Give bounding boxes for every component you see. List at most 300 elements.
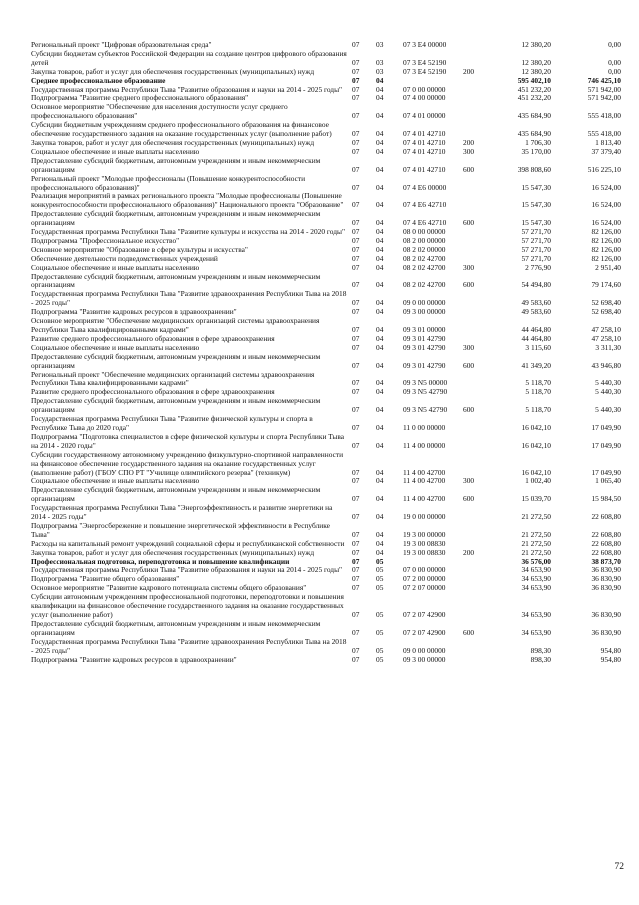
table-row: [31, 415, 621, 433]
amount-year-1: 34 653,90: [521, 574, 551, 584]
section-code: 07: [352, 405, 360, 415]
target-item-code: 07 4 01 00000: [403, 111, 446, 121]
target-item-code: 19 0 00 00000: [403, 512, 446, 522]
amount-year-2: 516 225,10: [587, 164, 621, 174]
subsection-code: 05: [376, 645, 384, 655]
table-row: [31, 192, 621, 210]
amount-year-1: 34 653,90: [521, 610, 551, 619]
expense-type-code: [463, 451, 489, 478]
target-item-code: 09 3 01 42790: [403, 342, 446, 352]
row-description: Подпрограмма "Энергосбережение и повышение энергетической эффективности в Республике Тыва": [31, 520, 330, 539]
subsection-code: 04: [376, 262, 384, 272]
amount-year-2: 17 049,90: [591, 422, 621, 432]
amount-year-1: 15 039,70: [521, 494, 551, 504]
section-code: 07: [352, 244, 360, 254]
amount-year-1: 12 380,20: [521, 40, 551, 49]
amount-year-1: 49 583,60: [521, 307, 551, 317]
subsection-code: 04: [376, 325, 384, 334]
amount-year-1: 1 002,40: [525, 476, 551, 486]
subsection-code: 03: [376, 66, 384, 76]
amount-year-1: 451 232,20: [517, 93, 551, 103]
expense-type-code: [463, 121, 489, 139]
target-item-code: 11 4 00 42700: [403, 494, 446, 504]
row-description: Социальное обеспечение и иные выплаты населению: [31, 262, 200, 272]
section-code: 07: [352, 440, 360, 450]
amount-year-2: 3 311,30: [595, 342, 621, 352]
amount-year-1: 898,30: [530, 654, 551, 664]
expense-type-code: 600: [463, 360, 475, 370]
section-code: 07: [352, 645, 360, 655]
table-row: [31, 103, 621, 121]
budget-table: [31, 41, 621, 664]
target-item-code: 09 3 N5 42790: [403, 405, 448, 415]
amount-year-2: 36 830,90: [591, 574, 621, 584]
amount-year-2: 571 942,00: [587, 84, 621, 94]
section-code: 07: [352, 164, 360, 174]
target-item-code: 08 0 00 00000: [403, 227, 446, 237]
amount-year-1: 3 115,60: [525, 342, 551, 352]
row-description: Развитие среднего профессионального образования в сфере здравоохранения: [31, 333, 275, 343]
table-row: [31, 638, 621, 656]
expense-type-code: 200: [463, 547, 475, 557]
amount-year-2: 36 830,90: [591, 583, 621, 593]
budget-document: [31, 41, 621, 664]
expense-type-code: [463, 103, 489, 121]
target-item-code: 09 3 00 00000: [403, 307, 446, 317]
subsection-code: 05: [376, 627, 384, 637]
row-description: Предоставление субсидий бюджетным, автономным учреждениям и иным некоммерческим организациям: [31, 618, 321, 637]
row-description: Среднее профессиональное образование: [31, 75, 166, 85]
amount-year-2: 37 379,40: [591, 146, 621, 156]
amount-year-1: 57 271,70: [521, 253, 551, 263]
subsection-code: 04: [376, 422, 384, 432]
expense-type-code: [463, 317, 489, 335]
expense-type-code: 600: [463, 627, 475, 637]
table-row: [31, 397, 621, 415]
row-description: Государственная программа Республики Тыва "Развитие образования и науки на 2014 - 2025 годы": [31, 565, 343, 575]
expense-type-code: 300: [463, 342, 475, 352]
section-code: 07: [352, 93, 360, 103]
target-item-code: 09 3 01 00000: [403, 325, 446, 334]
subsection-code: 04: [376, 75, 384, 85]
row-description: Закупка товаров, работ и услуг для обеспечения государственных (муниципальных) нужд: [31, 137, 315, 147]
section-code: 07: [352, 378, 360, 388]
amount-year-2: 555 418,00: [587, 111, 621, 121]
expense-type-code: 600: [463, 280, 475, 290]
section-code: 07: [352, 280, 360, 290]
amount-year-1: 451 232,20: [517, 84, 551, 94]
row-description: Государственная программа Республики Тыва "Развитие здравоохранения Республики Тыва на 2018 - 2025 годы": [31, 636, 347, 655]
expense-type-code: 200: [463, 137, 475, 147]
subsection-code: 04: [376, 333, 384, 343]
table-row: [31, 121, 621, 139]
row-description: Государственная программа Республики Тыва "Развитие культуры и искусства на 2014 - 2020 годы": [31, 227, 345, 237]
section-code: 07: [352, 111, 360, 121]
amount-year-2: 22 608,80: [591, 547, 621, 557]
row-description: Государственная программа Республики Тыва "Развитие здравоохранения Республики Тыва на 2018 - 2025 годы": [31, 289, 347, 308]
amount-year-2: 555 418,00: [587, 129, 621, 139]
amount-year-1: 21 272,50: [521, 538, 551, 548]
row-description: Предоставление субсидий бюджетным, автономным учреждениям и иным некоммерческим организациям: [31, 209, 321, 228]
expense-type-code: [463, 584, 489, 593]
section-code: 07: [352, 556, 360, 566]
target-item-code: 09 0 00 00000: [403, 645, 446, 655]
amount-year-1: 21 272,50: [521, 529, 551, 539]
amount-year-1: 57 271,70: [521, 227, 551, 237]
subsection-code: 04: [376, 405, 384, 415]
amount-year-2: 82 126,00: [591, 253, 621, 263]
expense-type-code: [463, 50, 489, 68]
table-row: [31, 486, 621, 504]
amount-year-1: 57 271,70: [521, 244, 551, 254]
expense-type-code: [463, 388, 489, 397]
amount-year-1: 398 808,60: [517, 164, 551, 174]
table-row: [31, 620, 621, 638]
target-item-code: 08 2 02 42700: [403, 253, 446, 263]
amount-year-1: 34 653,90: [521, 565, 551, 575]
amount-year-1: 36 576,00: [521, 556, 551, 566]
subsection-code: 04: [376, 342, 384, 352]
amount-year-2: 52 698,40: [591, 307, 621, 317]
expense-type-code: [463, 522, 489, 540]
row-description: Социальное обеспечение и иные выплаты населению: [31, 476, 200, 486]
target-item-code: 07 4 01 42710: [403, 129, 446, 139]
amount-year-2: 746 425,10: [587, 75, 621, 85]
amount-year-2: 36 830,90: [591, 627, 621, 637]
amount-year-1: 5 118,70: [525, 387, 551, 397]
subsection-code: 04: [376, 111, 384, 121]
target-item-code: 07 2 07 42900: [403, 610, 446, 619]
subsection-code: 04: [376, 387, 384, 397]
amount-year-1: 44 464,80: [521, 325, 551, 334]
amount-year-2: 47 258,10: [591, 333, 621, 343]
amount-year-2: 0,00: [608, 40, 621, 49]
section-code: 07: [352, 538, 360, 548]
target-item-code: 07 3 E4 52190: [403, 57, 447, 67]
expense-type-code: [463, 228, 489, 237]
row-description: Профессиональная подготовка, переподготовка и повышение квалификации: [31, 556, 290, 566]
subsection-code: 04: [376, 200, 384, 210]
amount-year-2: 79 174,60: [591, 280, 621, 290]
target-item-code: 07 4 01 42710: [403, 137, 446, 147]
target-item-code: 07 3 E4 00000: [403, 40, 447, 49]
section-code: 07: [352, 66, 360, 76]
section-code: 07: [352, 129, 360, 139]
target-item-code: 09 3 N5 42790: [403, 387, 448, 397]
table-row: [31, 50, 621, 68]
amount-year-2: 0,00: [608, 66, 621, 76]
section-code: 07: [352, 476, 360, 486]
row-description: Основное мероприятие "Образование в сфере культуры и искусства": [31, 244, 248, 254]
subsection-code: 04: [376, 467, 384, 477]
section-code: 07: [352, 57, 360, 67]
subsection-code: 05: [376, 654, 384, 664]
expense-type-code: [463, 192, 489, 210]
amount-year-2: 43 946,80: [591, 360, 621, 370]
section-code: 07: [352, 547, 360, 557]
table-row: [31, 353, 621, 371]
table-row: [31, 273, 621, 291]
section-code: 07: [352, 137, 360, 147]
amount-year-1: 34 653,90: [521, 583, 551, 593]
amount-year-1: 16 042,10: [521, 422, 551, 432]
table-row: [31, 371, 621, 389]
amount-year-2: 38 873,70: [591, 556, 621, 566]
amount-year-2: 22 608,80: [591, 512, 621, 522]
table-row: [31, 451, 621, 478]
section-code: 07: [352, 574, 360, 584]
section-code: 07: [352, 654, 360, 664]
amount-year-1: 49 583,60: [521, 298, 551, 308]
subsection-code: 05: [376, 565, 384, 575]
target-item-code: 07 2 00 00000: [403, 574, 446, 584]
expense-type-code: [463, 558, 489, 567]
expense-type-code: 600: [463, 405, 475, 415]
section-code: 07: [352, 235, 360, 245]
row-description: Предоставление субсидий бюджетным, автономным учреждениям и иным некоммерческим организациям: [31, 351, 321, 370]
table-row: [31, 504, 621, 522]
subsection-code: 04: [376, 476, 384, 486]
amount-year-2: 17 049,90: [591, 467, 621, 477]
target-item-code: 07 3 E4 52190: [403, 66, 447, 76]
target-item-code: 11 4 00 00000: [403, 440, 446, 450]
amount-year-1: 44 464,80: [521, 333, 551, 343]
row-description: Предоставление субсидий бюджетным, автономным учреждениям и иным некоммерческим организациям: [31, 485, 321, 504]
section-code: 07: [352, 75, 360, 85]
row-description: Основное мероприятие "Обеспечение для населения доступности услуг среднего профессионального образования": [31, 102, 288, 121]
section-code: 07: [352, 307, 360, 317]
expense-type-code: [463, 415, 489, 433]
amount-year-1: 57 271,70: [521, 235, 551, 245]
amount-year-2: 82 126,00: [591, 227, 621, 237]
section-code: 07: [352, 182, 360, 192]
row-description: Государственная программа Республики Тыва "Развитие образования и науки на 2014 - 2025 годы": [31, 84, 343, 94]
row-description: Региональный проект "Цифровая образовательная среда": [31, 40, 212, 49]
section-code: 07: [352, 422, 360, 432]
table-row: [31, 433, 621, 451]
subsection-code: 05: [376, 610, 384, 619]
expense-type-code: 600: [463, 494, 475, 504]
table-row: [31, 522, 621, 540]
row-description: Подпрограмма "Профессиональное искусство": [31, 235, 180, 245]
amount-year-1: 5 118,70: [525, 405, 551, 415]
expense-type-code: [463, 371, 489, 389]
amount-year-1: 898,30: [530, 645, 551, 655]
amount-year-1: 12 380,20: [521, 66, 551, 76]
amount-year-2: 0,00: [608, 57, 621, 67]
expense-type-code: [463, 41, 489, 50]
expense-type-code: [463, 77, 489, 86]
amount-year-2: 571 942,00: [587, 93, 621, 103]
subsection-code: 04: [376, 512, 384, 522]
amount-year-1: 15 547,30: [521, 200, 551, 210]
subsection-code: 04: [376, 280, 384, 290]
section-code: 07: [352, 583, 360, 593]
subsection-code: 04: [376, 307, 384, 317]
subsection-code: 04: [376, 227, 384, 237]
row-description: Основное мероприятие "Развитие кадрового потенциала системы общего образования": [31, 583, 307, 593]
row-description: Государственная программа Республики Тыва "Развитие физической культуры и спорта в Республике Тыва до 2020 года": [31, 414, 313, 432]
row-description: Государственная программа Республики Тыва "Энергоэффективность и развитие энергетики на 2014 - 2025 годы": [31, 503, 333, 522]
expense-type-code: 300: [463, 146, 475, 156]
row-description: Закупка товаров, работ и услуг для обеспечения государственных (муниципальных) нужд: [31, 547, 315, 557]
expense-type-code: [463, 433, 489, 451]
amount-year-1: 595 402,10: [517, 75, 551, 85]
section-code: 07: [352, 512, 360, 522]
row-description: Подпрограмма "Развитие общего образования": [31, 574, 180, 584]
target-item-code: 07 4 E6 42710: [403, 200, 447, 210]
section-code: 07: [352, 494, 360, 504]
table-row: [31, 175, 621, 193]
row-description: Подпрограмма "Развитие среднего профессионального образования": [31, 93, 249, 103]
section-code: 07: [352, 529, 360, 539]
section-code: 07: [352, 360, 360, 370]
amount-year-2: 5 440,30: [595, 387, 621, 397]
amount-year-2: 15 984,50: [591, 494, 621, 504]
amount-year-2: 1 065,40: [595, 476, 621, 486]
section-code: 07: [352, 84, 360, 94]
amount-year-2: 5 440,30: [595, 405, 621, 415]
table-row: [31, 210, 621, 228]
table-row: [31, 317, 621, 335]
subsection-code: 03: [376, 40, 384, 49]
expense-type-code: [463, 575, 489, 584]
amount-year-1: 21 272,50: [521, 547, 551, 557]
amount-year-2: 52 698,40: [591, 298, 621, 308]
amount-year-1: 16 042,10: [521, 467, 551, 477]
amount-year-2: 22 608,80: [591, 538, 621, 548]
amount-year-2: 82 126,00: [591, 244, 621, 254]
subsection-code: 04: [376, 93, 384, 103]
subsection-code: 04: [376, 529, 384, 539]
subsection-code: 04: [376, 235, 384, 245]
subsection-code: 04: [376, 164, 384, 174]
budget-table-body: [31, 41, 621, 664]
target-item-code: 08 2 02 42700: [403, 280, 446, 290]
subsection-code: 04: [376, 494, 384, 504]
amount-year-2: 5 440,30: [595, 378, 621, 388]
expense-type-code: [463, 593, 489, 620]
table-row: [31, 290, 621, 308]
expense-type-code: [463, 656, 489, 665]
expense-type-code: [463, 308, 489, 317]
expense-type-code: 300: [463, 476, 475, 486]
row-description: Предоставление субсидий бюджетным, автономным учреждениям и иным некоммерческим организациям: [31, 155, 321, 174]
target-item-code: 09 3 01 42790: [403, 333, 446, 343]
amount-year-1: 54 494,80: [521, 280, 551, 290]
subsection-code: 04: [376, 298, 384, 308]
target-item-code: 07 2 07 00000: [403, 583, 446, 593]
amount-year-2: 16 524,00: [591, 182, 621, 192]
section-code: 07: [352, 262, 360, 272]
amount-year-2: 2 951,40: [595, 262, 621, 272]
subsection-code: 04: [376, 137, 384, 147]
amount-year-1: 1 706,30: [525, 137, 551, 147]
subsection-code: 04: [376, 360, 384, 370]
row-description: Закупка товаров, работ и услуг для обеспечения государственных (муниципальных) нужд: [31, 66, 315, 76]
target-item-code: 07 4 00 00000: [403, 93, 446, 103]
section-code: 07: [352, 610, 360, 619]
amount-year-1: 435 684,90: [517, 129, 551, 139]
expense-type-code: [463, 290, 489, 308]
expense-type-code: [463, 86, 489, 95]
expense-type-code: [463, 566, 489, 575]
amount-year-2: 954,80: [600, 654, 621, 664]
section-code: 07: [352, 325, 360, 334]
amount-year-2: 82 126,00: [591, 235, 621, 245]
expense-type-code: [463, 175, 489, 193]
row-description: Подпрограмма "Развитие кадровых ресурсов в здравоохранении": [31, 654, 237, 664]
section-code: 07: [352, 565, 360, 575]
target-item-code: 07 4 E6 42710: [403, 218, 447, 228]
row-description: Обеспечение деятельности подведомственных учреждений: [31, 253, 218, 263]
table-row: [31, 656, 621, 665]
row-description: Региональный проект "Обеспечение медицинских организаций системы здравоохранения Республики Тыва квалифицированными кадрами": [31, 369, 315, 388]
expense-type-code: 300: [463, 262, 475, 272]
subsection-code: 04: [376, 253, 384, 263]
row-description: Развитие среднего профессионального образования в сфере здравоохранения: [31, 387, 275, 397]
amount-year-1: 435 684,90: [517, 111, 551, 121]
table-row: [31, 593, 621, 620]
amount-year-1: 2 776,90: [525, 262, 551, 272]
target-item-code: 19 3 00 08830: [403, 547, 446, 557]
row-description: Социальное обеспечение и иные выплаты населению: [31, 146, 200, 156]
expense-type-code: [463, 237, 489, 246]
section-code: 07: [352, 227, 360, 237]
amount-year-2: 36 830,90: [591, 565, 621, 575]
target-item-code: 11 4 00 42700: [403, 467, 446, 477]
expense-type-code: 600: [463, 218, 475, 228]
row-description: Подпрограмма "Подготовка специалистов в сфере физической культуры и спорта Республики Тыва на 2014 - 2020 годы": [31, 431, 345, 450]
amount-year-1: 41 349,20: [521, 360, 551, 370]
target-item-code: 09 3 01 42790: [403, 360, 446, 370]
section-code: 07: [352, 627, 360, 637]
target-item-code: 07 0 00 00000: [403, 565, 446, 575]
section-code: 07: [352, 342, 360, 352]
target-item-code: 08 2 02 00000: [403, 244, 446, 254]
section-code: 07: [352, 333, 360, 343]
section-code: 07: [352, 387, 360, 397]
row-description: Субсидии автономным учреждениям профессиональной подготовки, переподготовки и повышения квалификации на финансовое обеспечение государственного задания на оказание государственных услуг (выполнение работ): [31, 592, 344, 619]
target-item-code: 11 4 00 42700: [403, 476, 446, 486]
subsection-code: 04: [376, 182, 384, 192]
row-description: Подпрограмма "Развитие кадровых ресурсов в здравоохранении": [31, 307, 237, 317]
subsection-code: 04: [376, 378, 384, 388]
subsection-code: 04: [376, 129, 384, 139]
row-description: Основное мероприятие "Обеспечение медицинских организаций системы здравоохранения Республики Тыва квалифицированными кадрами": [31, 316, 320, 334]
amount-year-2: 17 049,90: [591, 440, 621, 450]
subsection-code: 04: [376, 84, 384, 94]
target-item-code: 09 3 00 00000: [403, 654, 446, 664]
amount-year-1: 5 118,70: [525, 378, 551, 388]
expense-type-code: 200: [463, 66, 475, 76]
amount-year-1: 34 653,90: [521, 627, 551, 637]
amount-year-1: 21 272,50: [521, 512, 551, 522]
subsection-code: 05: [376, 583, 384, 593]
row-description: Субсидии бюджетам субъектов Российской Федерации на создание центров цифрового образования детей: [31, 48, 347, 67]
subsection-code: 04: [376, 538, 384, 548]
target-item-code: 07 4 E6 00000: [403, 182, 447, 192]
target-item-code: 09 0 00 00000: [403, 298, 446, 308]
page-number: 72: [614, 862, 624, 872]
section-code: 07: [352, 218, 360, 228]
subsection-code: 04: [376, 146, 384, 156]
amount-year-2: 954,80: [600, 645, 621, 655]
target-item-code: 19 3 00 08830: [403, 538, 446, 548]
amount-year-2: 1 813,40: [595, 137, 621, 147]
row-description: Реализация мероприятий в рамках регионального проекта "Молодые профессионалы (Повышение конкурентоспособности профессионального образования)" Национального проекта "Образование": [31, 191, 344, 210]
amount-year-1: 16 042,10: [521, 440, 551, 450]
